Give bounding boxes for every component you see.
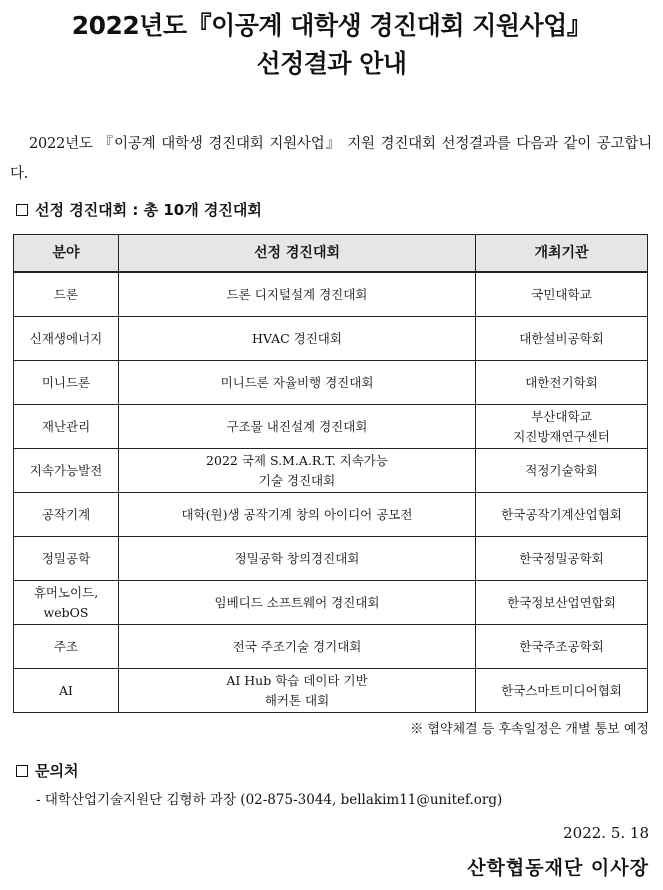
cell-contest: AI Hub 학습 데이타 기반 해커톤 대회 [119, 669, 476, 713]
selected-contests-heading [16, 199, 262, 220]
cell-field: 드론 [14, 272, 119, 317]
table-row [14, 449, 648, 493]
cell-contest: HVAC 경진대회 [119, 317, 476, 361]
table-header-row [14, 235, 648, 273]
column-header-field: 분야 [14, 235, 119, 273]
cell-field: 주조 [14, 625, 119, 669]
cell-field: 정밀공학 [14, 537, 119, 581]
checkbox-square-icon [16, 204, 28, 216]
selected-contests-table [13, 234, 648, 713]
cell-host: 부산대학교 지진방재연구센터 [476, 405, 648, 449]
cell-field: 지속가능발전 [14, 449, 119, 493]
cell-contest: 전국 주조기술 경기대회 [119, 625, 476, 669]
table-row [14, 405, 648, 449]
table-row [14, 625, 648, 669]
table-row [14, 581, 648, 625]
contact-heading [16, 760, 78, 781]
follow-up-note: ※ 협약체결 등 후속일정은 개별 통보 예정 [410, 722, 649, 737]
table-body [14, 272, 648, 713]
cell-field: 신재생에너지 [14, 317, 119, 361]
cell-host: 적정기술학회 [476, 449, 648, 493]
cell-field: 재난관리 [14, 405, 119, 449]
cell-host: 한국주조공학회 [476, 625, 648, 669]
cell-contest: 미니드론 자율비행 경진대회 [119, 361, 476, 405]
cell-host: 한국공작기계산업협회 [476, 493, 648, 537]
column-header-contest: 선정 경진대회 [119, 235, 476, 273]
column-header-host: 개최기관 [476, 235, 648, 273]
checkbox-square-icon [16, 765, 28, 777]
cell-field: 미니드론 [14, 361, 119, 405]
table-row [14, 272, 648, 317]
cell-host: 한국정밀공학회 [476, 537, 648, 581]
cell-host: 대한설비공학회 [476, 317, 648, 361]
cell-contest: 2022 국제 S.M.A.R.T. 지속가능 기술 경진대회 [119, 449, 476, 493]
contact-heading-text: 문의처 [35, 762, 79, 780]
cell-field: 휴머노이드, webOS [14, 581, 119, 625]
cell-field: AI [14, 669, 119, 713]
selected-contests-heading-text: 선정 경진대회 : 총 10개 경진대회 [35, 201, 262, 219]
table-row [14, 361, 648, 405]
table-row [14, 537, 648, 581]
issue-date: 2022. 5. 18 [563, 824, 649, 842]
cell-host: 한국정보산업연합회 [476, 581, 648, 625]
cell-host: 국민대학교 [476, 272, 648, 317]
issuing-organization: 산학협동재단 이사장 [467, 857, 649, 879]
cell-contest: 드론 디지털설계 경진대회 [119, 272, 476, 317]
cell-host: 한국스마트미디어협회 [476, 669, 648, 713]
cell-contest: 임베디드 소프트웨어 경진대회 [119, 581, 476, 625]
document-title-line-1: 2022년도『이공계 대학생 경진대회 지원사업』 [71, 11, 592, 40]
cell-contest: 구조물 내진설계 경진대회 [119, 405, 476, 449]
table-row [14, 669, 648, 713]
contact-info: - 대학산업기술지원단 김형하 과장 (02-875-3044, bellakim11@unitef.org) [36, 792, 503, 808]
table-row [14, 493, 648, 537]
cell-field: 공작기계 [14, 493, 119, 537]
cell-contest: 정밀공학 창의경진대회 [119, 537, 476, 581]
cell-host: 대한전기학회 [476, 361, 648, 405]
table-row [14, 317, 648, 361]
cell-contest: 대학(원)생 공작기계 창의 아이디어 공모전 [119, 493, 476, 537]
intro-paragraph: 2022년도 『이공계 대학생 경진대회 지원사업』 지원 경진대회 선정결과를 다음과 같이 공고합니다. [10, 135, 652, 182]
document-title-line-2: 선정결과 안내 [256, 49, 407, 78]
